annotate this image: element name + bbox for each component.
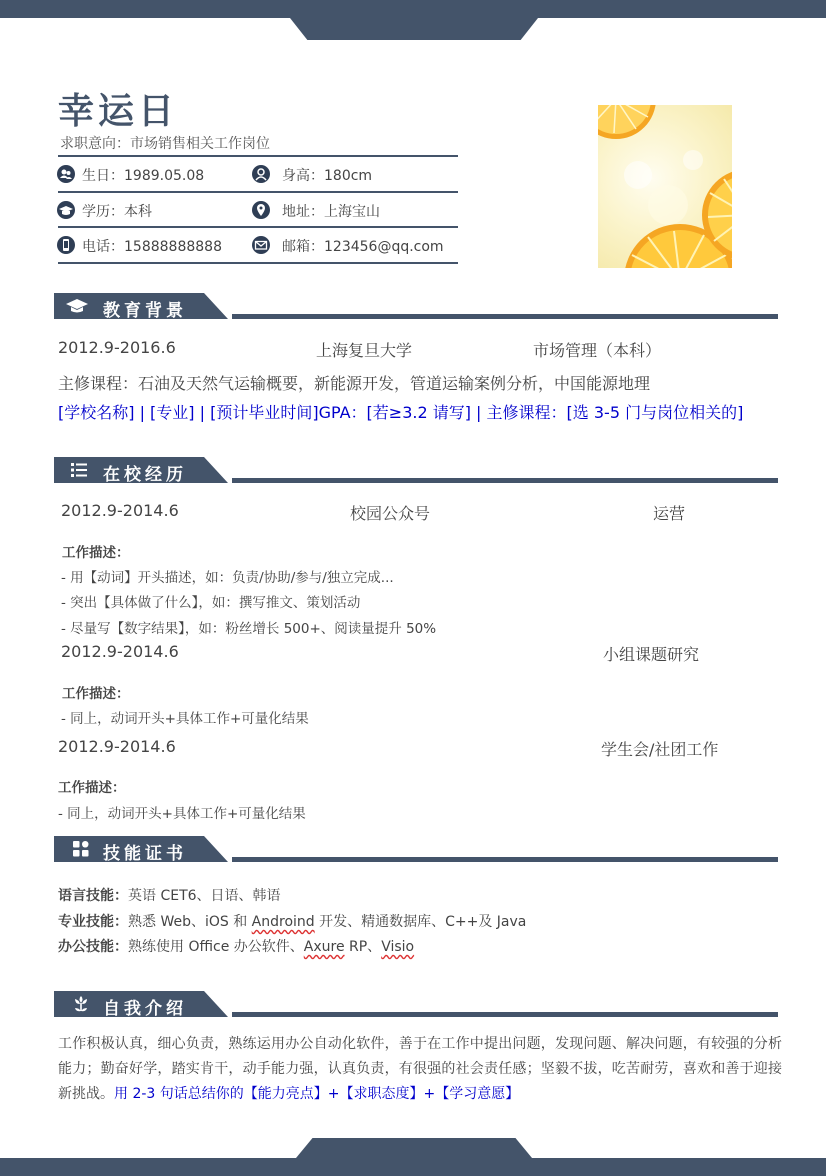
top-bar [0,0,826,18]
skill-value: 开发、精通数据库、C++及 Java [314,914,527,930]
location-pin-icon [252,201,270,219]
work-desc-line: - 用【动词】开头描述，如：负责/协助/参与/独立完成... [61,570,394,586]
education-title: 教育背景 [103,301,187,321]
work-desc-label: 工作描述： [58,780,126,796]
education-school: 上海复旦大学 [316,341,413,360]
graduation-cap-icon [64,296,90,320]
about-hint: 用 2-3 句话总结你的【能力亮点】+【求职态度】+【学习意愿】 [114,1086,520,1102]
skill-label: 语言技能： [58,888,128,904]
skill-office [58,936,414,956]
skill-value: 熟悉 Web、iOS 和 [128,914,252,930]
phone-text: 电话：15888888888 [82,239,222,255]
skill-value: 熟练使用 Office 办公软件、 [128,939,304,955]
resume-name: 幸运日 [58,91,179,132]
bottom-bar [0,1158,826,1176]
section-rule [232,857,778,862]
mail-icon [252,236,270,254]
education-hint: [学校名称] | [专业] | [预计毕业时间]GPA：[若≥3.2 请写] | 主修课程：[选 3-5 门与岗位相关的] [58,403,744,422]
bottom-tab [296,1138,532,1158]
skill-value: Visio [381,939,415,955]
campus-title: 在校经历 [103,465,187,485]
phone-icon [57,236,75,254]
work-desc-label: 工作描述： [62,545,130,561]
about-body [58,1032,782,1107]
skill-value: Axure [303,939,345,955]
person-icon [252,165,270,183]
skill-label: 专业技能： [58,914,128,930]
birthday-text: 生日：1989.05.08 [82,168,205,184]
about-text: 工作积极认真，细心负责，熟练运用办公自动化软件，善于在工作中提出问题，发现问题、解决问题，有较强的分析能力；勤奋好学，踏实肯干，动手能力强，认真负责，有很强的社会责任感；坚毅不拔，吃苦耐劳，喜欢和善于迎接新挑战。 [58,1036,782,1102]
campus-period: 2012.9-2014.6 [61,642,179,661]
work-desc-line: - 尽量写【数字结果】，如：粉丝增长 500+、阅读量提升 50% [61,621,437,637]
height-text: 身高：180cm [282,168,373,184]
section-rule [232,314,778,319]
work-desc-line: - 同上，动词开头+具体工作+可量化结果 [58,806,306,822]
info-divider [58,262,458,264]
top-tab [290,18,538,40]
campus-period: 2012.9-2014.6 [61,501,179,520]
work-desc-line: - 同上，动词开头+具体工作+可量化结果 [61,711,309,727]
address-text: 地址：上海宝山 [282,204,380,220]
job-intent: 求职意向：市场销售相关工作岗位 [60,136,270,152]
skill-value: Androind [251,914,315,930]
skill-label: 办公技能： [58,939,128,955]
campus-role: 运营 [653,504,686,523]
section-rule [232,478,778,483]
info-divider [58,155,458,157]
skill-professional [58,911,526,931]
email-text: 邮箱：123456@qq.com [282,239,444,255]
education-period: 2012.9-2016.6 [58,338,176,357]
campus-org: 校园公众号 [350,504,431,523]
graduation-cap-icon [57,201,75,219]
profile-photo [598,105,732,268]
about-title: 自我介绍 [103,999,187,1019]
section-rule [232,1012,778,1017]
skills-title: 技能证书 [103,844,187,864]
education-major: 市场管理（本科） [533,341,662,360]
flower-icon [72,994,90,1018]
skill-value: 英语 CET6、日语、韩语 [128,888,281,904]
campus-role: 学生会/社团工作 [601,740,719,759]
grid-icon [72,840,90,862]
work-desc-line: - 突出【具体做了什么】，如：撰写推文、策划活动 [61,595,361,611]
campus-period: 2012.9-2014.6 [58,737,176,756]
info-divider [58,226,458,228]
people-icon [57,165,75,183]
info-divider [58,191,458,193]
education-text: 学历：本科 [82,204,152,220]
skill-language [58,885,281,905]
list-icon [70,461,88,483]
work-desc-label: 工作描述： [62,686,130,702]
campus-role: 小组课题研究 [603,645,700,664]
skill-value: RP、 [344,939,382,955]
education-courses: 主修课程：石油及天然气运输概要，新能源开发，管道运输案例分析，中国能源地理 [58,374,651,393]
